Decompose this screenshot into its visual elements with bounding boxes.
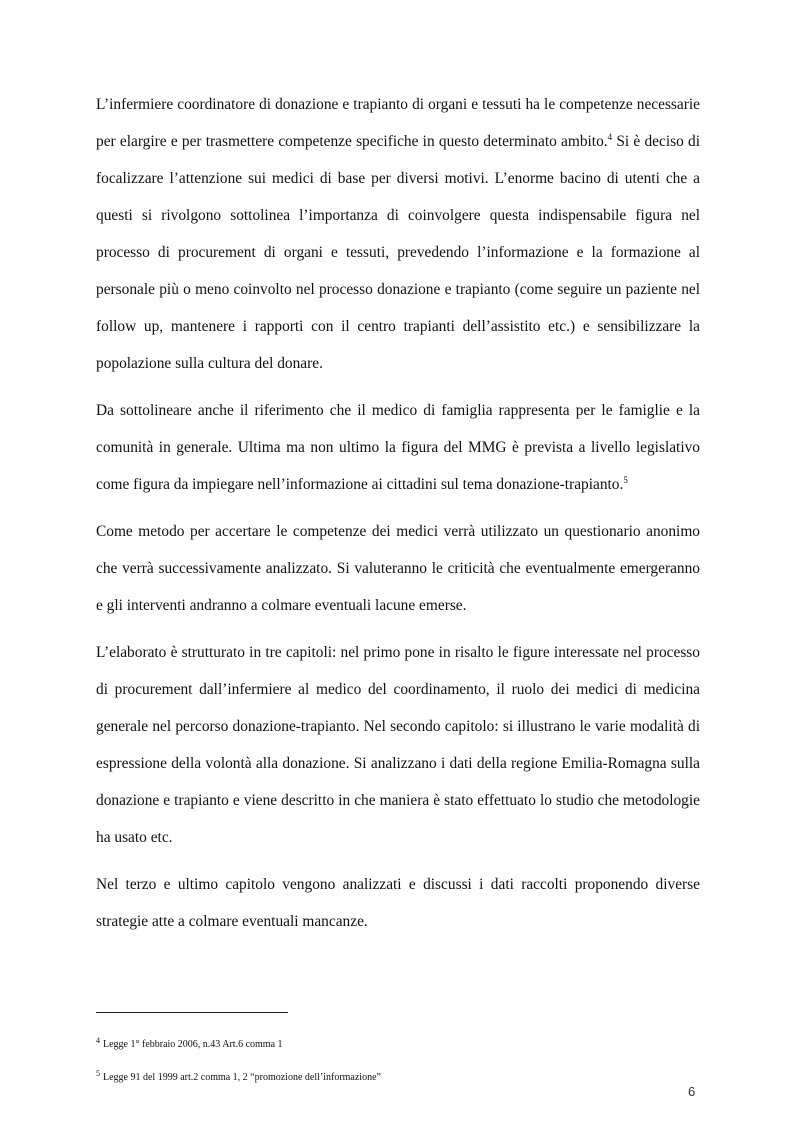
footnote-ref-5: 5 [623, 475, 628, 485]
footnote-5-number: 5 [96, 1069, 100, 1078]
paragraph-1-continuation: Si è deciso di focalizzare l’attenzione sui medici di base per diversi motivi. L’enorme bacino di utenti che a questi si rivolgono sottolinea l’importanza di coinvolgere questa indispensabile figura nel processo di procurement di organi e tessuti, prevedendo l’informazione e la formazione al personale più o meno coinvolto nel processo donazione e trapianto (come seguire un paziente nel follow up, mantenere i rapporti con il centro trapianti dell’assistito etc.) e sensibilizzare la popolazione sulla cultura del donare. [96, 133, 701, 372]
paragraph-5 [96, 866, 700, 940]
footnote-5-text: Legge 91 del 1999 art.2 comma 1, 2 “promozione dell’informazione” [103, 1072, 381, 1083]
body-text [96, 86, 700, 940]
footnote-ref-4: 4 [607, 132, 613, 142]
paragraph-1 [96, 86, 700, 382]
paragraph-2-text: Da sottolineare anche il riferimento che il medico di famiglia rappresenta per le famiglie e la comunità in generale. Ultima ma non ultimo la figura del MMG è prevista a livello legislativo come figura da impiegare nell’informazione ai cittadini sul tema donazione-trapianto. [96, 402, 700, 493]
footnote-4-text: Legge 1° febbraio 2006, n.43 Art.6 comma 1 [103, 1039, 283, 1050]
paragraph-4 [96, 634, 700, 856]
footnote-4 [96, 1038, 283, 1052]
paragraph-4-text: L’elaborato è strutturato in tre capitoli: nel primo pone in risalto le figure interessate nel processo di procurement dall’infermiere al medico del coordinamento, il ruolo dei medici di medicina generale nel percorso donazione-trapianto. Nel secondo capitolo: si illustrano le varie modalità di espressione della volontà alla donazione. Si analizzano i dati della regione Emilia-Romagna sulla donazione e trapianto e viene descritto in che maniera è stato effettuato lo studio che metodologie ha usato etc. [96, 644, 700, 846]
footnote-separator [96, 1012, 288, 1013]
page-number: 6 [688, 1084, 696, 1099]
paragraph-3 [96, 513, 700, 624]
paragraph-3-text: Come metodo per accertare le competenze dei medici verrà utilizzato un questionario anonimo che verrà successivamente analizzato. Si valuteranno le criticità che eventualmente emergeranno e gli interventi andranno a colmare eventuali lacune emerse. [96, 523, 700, 614]
paragraph-2 [96, 392, 700, 503]
footnote-4-number: 4 [96, 1036, 100, 1045]
footnote-5 [96, 1071, 381, 1085]
paragraph-1-text: L’infermiere coordinatore di donazione e trapianto di organi e tessuti ha le competenze necessarie per elargire e per trasmettere competenze specifiche in questo determinato ambito. [96, 96, 700, 150]
paragraph-5-text: Nel terzo e ultimo capitolo vengono analizzati e discussi i dati raccolti proponendo diverse strategie atte a colmare eventuali mancanze. [96, 876, 700, 930]
